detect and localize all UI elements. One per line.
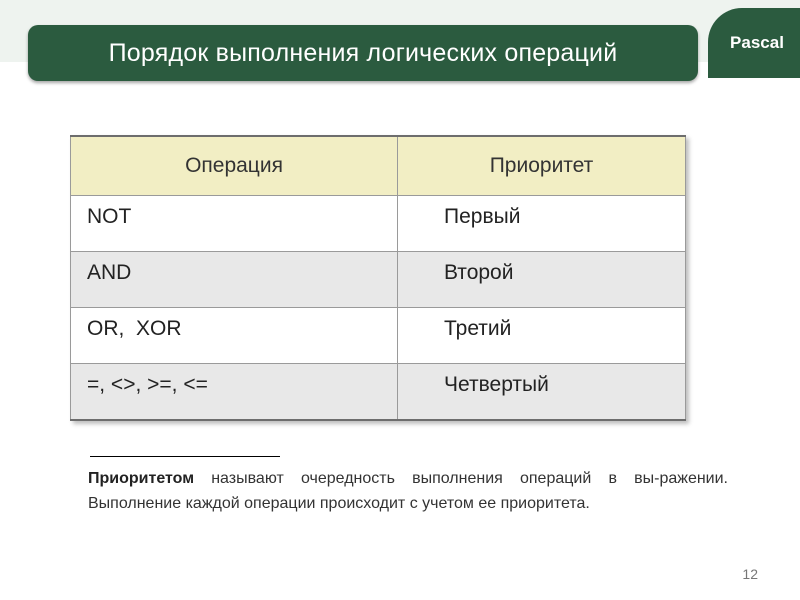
table-row <box>71 308 686 364</box>
cell-priority: Первый <box>398 196 686 252</box>
header-priority: Приоритет <box>398 136 686 196</box>
cell-priority: Третий <box>398 308 686 364</box>
footnote-divider <box>90 456 280 457</box>
cell-priority: Второй <box>398 252 686 308</box>
cell-priority: Четвертый <box>398 364 686 420</box>
brand-label: Pascal <box>730 33 784 52</box>
page-number: 12 <box>742 566 758 582</box>
footnote-term: Приоритетом <box>88 470 195 487</box>
slide-title: Порядок выполнения логических операций <box>108 38 618 67</box>
cell-operation: =, <>, >=, <= <box>71 364 398 420</box>
table-header-row <box>71 136 686 196</box>
cell-operation: OR, XOR <box>71 308 398 364</box>
cell-operation: NOT <box>71 196 398 252</box>
table-row <box>71 196 686 252</box>
title-bar <box>28 25 698 81</box>
table-row <box>71 252 686 308</box>
pascal-badge <box>708 8 800 78</box>
cell-operation: AND <box>71 252 398 308</box>
footnote <box>88 466 728 516</box>
header-operation: Операция <box>71 136 398 196</box>
priority-table <box>70 135 686 421</box>
table-row <box>71 364 686 420</box>
footnote-text: называют очередность выполнения операций в вы-ражении. Выполнение каждой операции происходит с учетом ее приоритета. <box>88 470 728 512</box>
